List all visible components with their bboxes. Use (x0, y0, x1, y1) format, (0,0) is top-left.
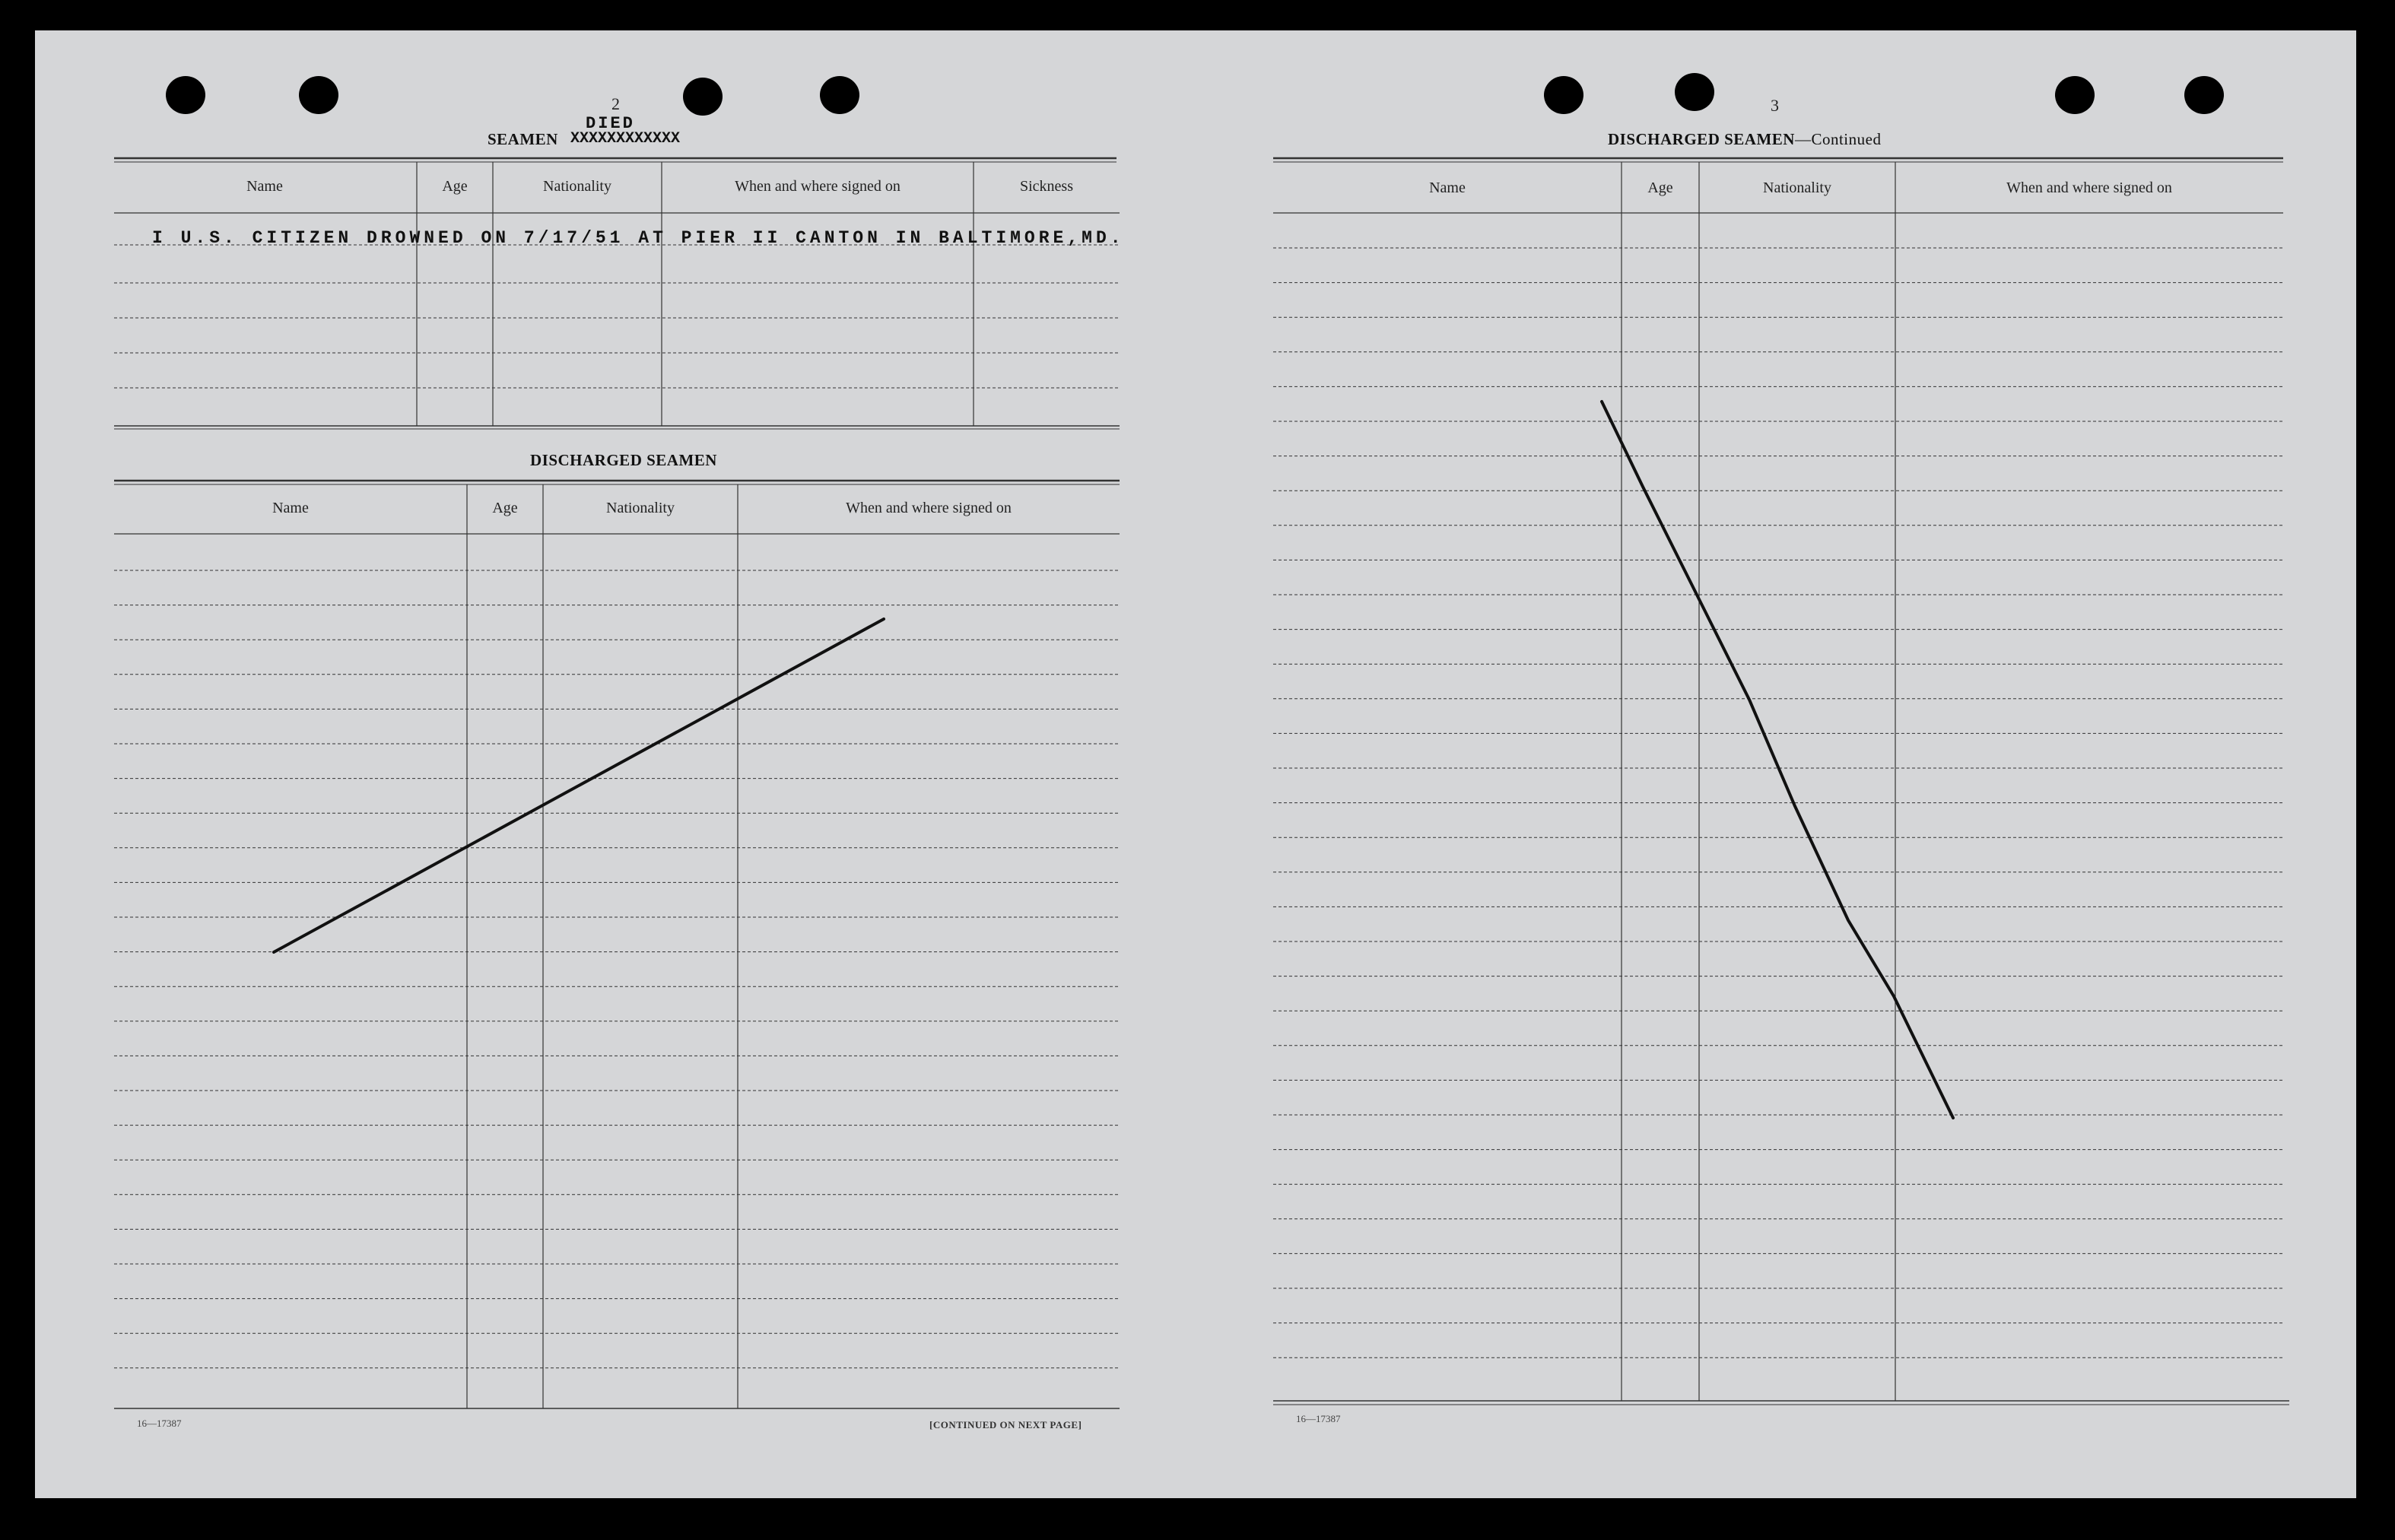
right-header-when-where: When and where signed on (2006, 179, 2172, 196)
discharged-continued-title (1608, 130, 1881, 149)
discharged-header-nationality: Nationality (606, 500, 675, 516)
died-section-title-prefix: SEAMEN (488, 130, 558, 148)
page-number-left: 2 (611, 94, 620, 113)
discharged-header-name: Name (272, 500, 309, 516)
left-cancel-stroke (274, 619, 884, 952)
continued-note: [CONTINUED ON NEXT PAGE] (929, 1419, 1082, 1430)
died-stamp: DIED (586, 114, 635, 133)
died-header-nationality: Nationality (543, 178, 611, 195)
right-header-name: Name (1429, 179, 1466, 196)
page-number-right: 3 (1771, 96, 1779, 115)
died-header-sickness: Sickness (1020, 178, 1073, 195)
died-header-when-where: When and where signed on (735, 178, 901, 195)
discharged-header-age: Age (492, 500, 518, 516)
died-section-title-overstrike: XXXXXXXXXXXX (570, 130, 681, 148)
discharged-continued-title-main: DISCHARGED SEAMEN (1608, 130, 1795, 148)
died-header-name: Name (246, 178, 283, 195)
discharged-header-when-where: When and where signed on (846, 500, 1012, 516)
discharged-continued-title-suffix: —Continued (1794, 130, 1882, 148)
right-page-rulings (1273, 158, 2289, 1405)
right-header-age: Age (1647, 179, 1673, 196)
right-header-nationality: Nationality (1763, 179, 1831, 196)
form-number-right: 16—17387 (1296, 1413, 1341, 1424)
right-cancel-stroke (1602, 402, 1953, 1118)
died-header-age: Age (442, 178, 468, 195)
discharged-section-title-left: DISCHARGED SEAMEN (530, 451, 717, 469)
form-number-left: 16—17387 (137, 1418, 182, 1429)
left-page-rulings (114, 158, 1120, 1408)
died-typed-entry: I U.S. CITIZEN DROWNED ON 7/17/51 AT PIER II CANTON IN BALTIMORE,MD. (152, 228, 1125, 248)
